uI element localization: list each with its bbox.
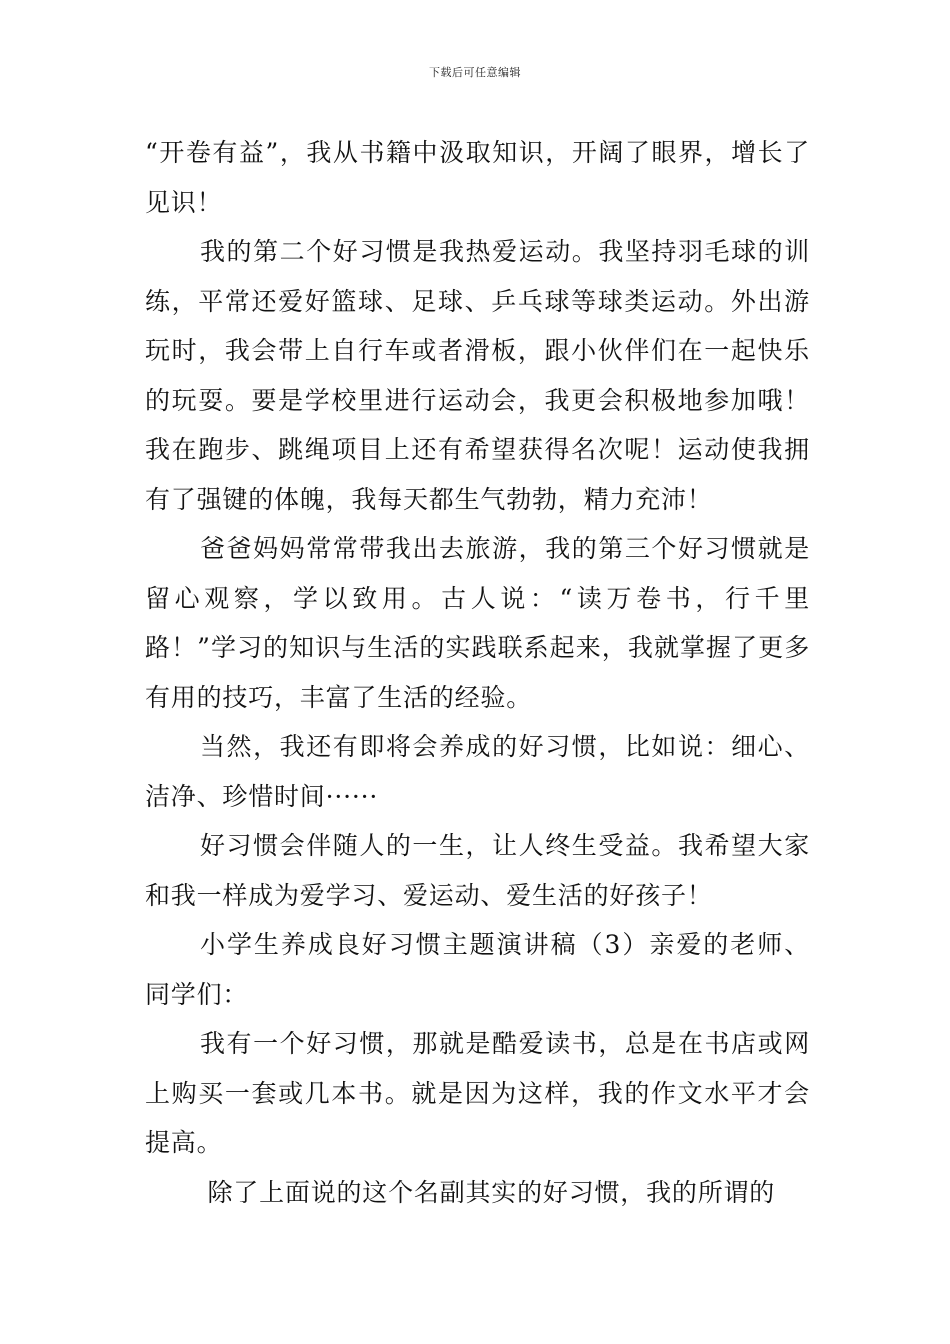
paragraph-1: “开卷有益”，我从书籍中汲取知识，开阔了眼界，增长了见识！: [145, 138, 810, 217]
paragraph-6: 小学生养成良好习惯主题演讲稿（3）亲爱的老师、同学们：: [145, 930, 810, 1009]
page-header: 下载后可任意编辑: [429, 66, 521, 79]
paragraph-5: 好习惯会伴随人的一生，让人终生受益。我希望大家和我一样成为爱学习、爱运动、爱生活的好孩子！: [145, 831, 810, 910]
paragraph-8: 除了上面说的这个名副其实的好习惯，我的所谓的: [207, 1177, 776, 1207]
paragraph-7: 我有一个好习惯，那就是酷爱读书，总是在书店或网上购买一套或几本书。就是因为这样，我的作文水平才会提高。: [145, 1029, 810, 1157]
paragraph-4: 当然，我还有即将会养成的好习惯，比如说：细心、洁净、珍惜时间······: [145, 732, 810, 811]
paragraph-3: 爸爸妈妈常常带我出去旅游，我的第三个好习惯就是留心观察，学以致用。古人说：“读万卷书，行千里路！”学习的知识与生活的实践联系起来，我就掌握了更多有用的技巧，丰富了生活的经验。: [145, 534, 810, 712]
paragraph-2: 我的第二个好习惯是我热爱运动。我坚持羽毛球的训练，平常还爱好篮球、足球、乒乓球等球类运动。外出游玩时，我会带上自行车或者滑板，跟小伙伴们在一起快乐的玩耍。要是学校里进行运动会，我更会积极地参加哦！我在跑步、跳绳项目上还有希望获得名次呢！运动使我拥有了强键的体魄，我每天都生气勃勃，精力充沛！: [145, 237, 810, 514]
document-body: [145, 128, 810, 1217]
